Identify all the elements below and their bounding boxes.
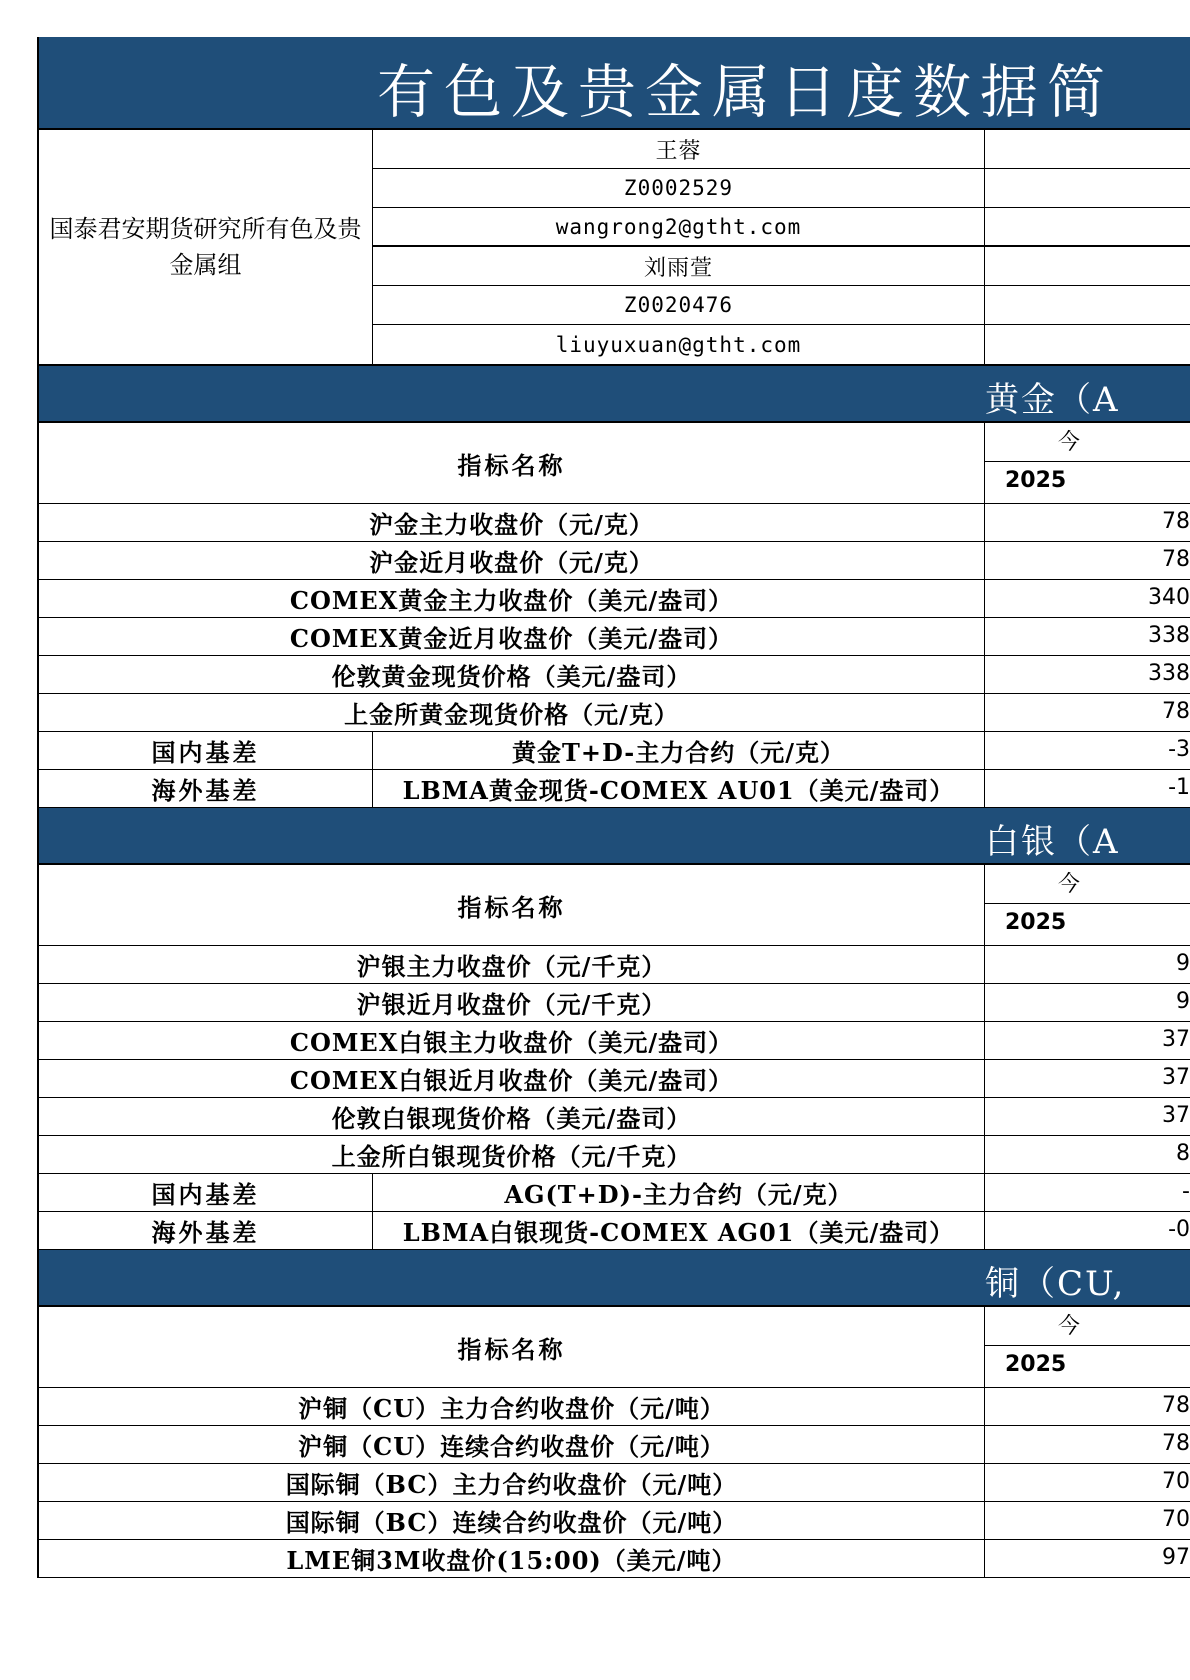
indicator-value: 70 xyxy=(1162,1469,1190,1494)
table-row xyxy=(39,1540,1190,1578)
column-date: 2025 xyxy=(1005,468,1067,493)
data-sheet xyxy=(37,37,1190,1578)
table-row xyxy=(39,1502,1190,1540)
analyst-id: Z0020476 xyxy=(373,286,985,324)
section xyxy=(39,808,1190,1250)
table-row xyxy=(39,1098,1190,1136)
table-row xyxy=(39,618,1190,656)
indicator-label: 国际铜（BC）连续合约收盘价（元/吨） xyxy=(39,1502,985,1539)
analyst-id: Z0002529 xyxy=(373,169,985,207)
basis-label: 黄金T+D-主力合约（元/克） xyxy=(373,732,985,769)
indicator-label: 沪铜（CU）主力合约收盘价（元/吨） xyxy=(39,1388,985,1425)
section xyxy=(39,1250,1190,1578)
section-title: 铜（CU, xyxy=(985,1264,1126,1304)
table-header xyxy=(39,865,1190,946)
column-today: 今 xyxy=(1058,872,1081,897)
column-today: 今 xyxy=(1058,1314,1081,1339)
section-header xyxy=(39,1250,1190,1307)
indicator-label: 沪银近月收盘价（元/千克） xyxy=(39,984,985,1021)
title-bar xyxy=(39,37,1190,130)
analyst-email[interactable]: wangrong2@gtht.com xyxy=(373,208,985,245)
table-row xyxy=(39,504,1190,542)
indicator-value: 9 xyxy=(1176,989,1190,1014)
basis-row xyxy=(39,732,1190,770)
indicator-label: COMEX白银主力收盘价（美元/盎司） xyxy=(39,1022,985,1059)
column-date: 2025 xyxy=(1005,910,1067,935)
indicator-label: COMEX黄金近月收盘价（美元/盎司） xyxy=(39,618,985,655)
indicator-value: 78 xyxy=(1162,699,1190,724)
table-row xyxy=(39,656,1190,694)
column-date: 2025 xyxy=(1005,1352,1067,1377)
indicator-value: 340 xyxy=(1148,585,1190,610)
indicator-value: 78 xyxy=(1162,509,1190,534)
indicator-label: 沪银主力收盘价（元/千克） xyxy=(39,946,985,983)
section-title: 白银（A xyxy=(985,822,1120,862)
indicator-value: 78 xyxy=(1162,1431,1190,1456)
indicator-label: 沪金主力收盘价（元/克） xyxy=(39,504,985,541)
table-row xyxy=(39,1426,1190,1464)
table-row xyxy=(39,1022,1190,1060)
basis-value: -1 xyxy=(1168,775,1190,800)
indicator-value: 37 xyxy=(1162,1027,1190,1052)
indicator-value: 97 xyxy=(1162,1545,1190,1570)
section-header xyxy=(39,366,1190,423)
section-header xyxy=(39,808,1190,865)
indicator-label: COMEX黄金主力收盘价（美元/盎司） xyxy=(39,580,985,617)
indicator-label: 上金所黄金现货价格（元/克） xyxy=(39,694,985,731)
basis-label: LBMA黄金现货-COMEX AU01（美元/盎司） xyxy=(373,770,985,807)
indicator-value: 78 xyxy=(1162,1393,1190,1418)
basis-label: AG(T+D)-主力合约（元/克） xyxy=(373,1174,985,1211)
table-row xyxy=(39,580,1190,618)
indicator-label: 伦敦白银现货价格（美元/盎司） xyxy=(39,1098,985,1135)
table-row xyxy=(39,542,1190,580)
table-header xyxy=(39,423,1190,504)
indicator-value: 9 xyxy=(1176,951,1190,976)
indicator-label: 沪金近月收盘价（元/克） xyxy=(39,542,985,579)
indicator-value: 8 xyxy=(1176,1141,1190,1166)
indicator-value: 70 xyxy=(1162,1507,1190,1532)
basis-group: 海外基差 xyxy=(39,1212,373,1249)
indicator-value: 37 xyxy=(1162,1103,1190,1128)
column-indicator-name: 指标名称 xyxy=(39,423,985,503)
page-title: 有色及贵金属日度数据简 xyxy=(377,58,1115,126)
analyst-name: 刘雨萱 xyxy=(373,247,985,285)
indicator-label: 伦敦黄金现货价格（美元/盎司） xyxy=(39,656,985,693)
basis-value: - xyxy=(1182,1179,1190,1204)
table-row xyxy=(39,1388,1190,1426)
org-name: 国泰君安期货研究所有色及贵金属组 xyxy=(39,130,373,364)
column-today: 今 xyxy=(1058,430,1081,455)
indicator-label: 上金所白银现货价格（元/千克） xyxy=(39,1136,985,1173)
analyst-list xyxy=(373,130,1190,364)
section-title: 黄金（A xyxy=(985,380,1120,420)
indicator-value: 78 xyxy=(1162,547,1190,572)
table-row xyxy=(39,984,1190,1022)
indicator-value: 37 xyxy=(1162,1065,1190,1090)
table-row xyxy=(39,1464,1190,1502)
table-row xyxy=(39,1060,1190,1098)
basis-value: -0 xyxy=(1168,1217,1190,1242)
basis-group: 国内基差 xyxy=(39,732,373,769)
analyst-name: 王蓉 xyxy=(373,130,985,168)
indicator-value: 338 xyxy=(1148,623,1190,648)
indicator-label: 沪铜（CU）连续合约收盘价（元/吨） xyxy=(39,1426,985,1463)
indicator-value: 338 xyxy=(1148,661,1190,686)
basis-row xyxy=(39,1174,1190,1212)
analyst-email[interactable]: liuyuxuan@gtht.com xyxy=(373,325,985,364)
indicator-label: 国际铜（BC）主力合约收盘价（元/吨） xyxy=(39,1464,985,1501)
basis-group: 国内基差 xyxy=(39,1174,373,1211)
column-indicator-name: 指标名称 xyxy=(39,865,985,945)
table-row xyxy=(39,1136,1190,1174)
basis-label: LBMA白银现货-COMEX AG01（美元/盎司） xyxy=(373,1212,985,1249)
column-indicator-name: 指标名称 xyxy=(39,1307,985,1387)
section xyxy=(39,366,1190,808)
table-row xyxy=(39,694,1190,732)
indicator-label: LME铜3M收盘价(15:00)（美元/吨） xyxy=(39,1540,985,1577)
basis-row xyxy=(39,1212,1190,1250)
basis-group: 海外基差 xyxy=(39,770,373,807)
table-row xyxy=(39,946,1190,984)
basis-value: -3 xyxy=(1168,737,1190,762)
table-header xyxy=(39,1307,1190,1388)
basis-row xyxy=(39,770,1190,808)
indicator-label: COMEX白银近月收盘价（美元/盎司） xyxy=(39,1060,985,1097)
contact-block xyxy=(39,130,1190,366)
